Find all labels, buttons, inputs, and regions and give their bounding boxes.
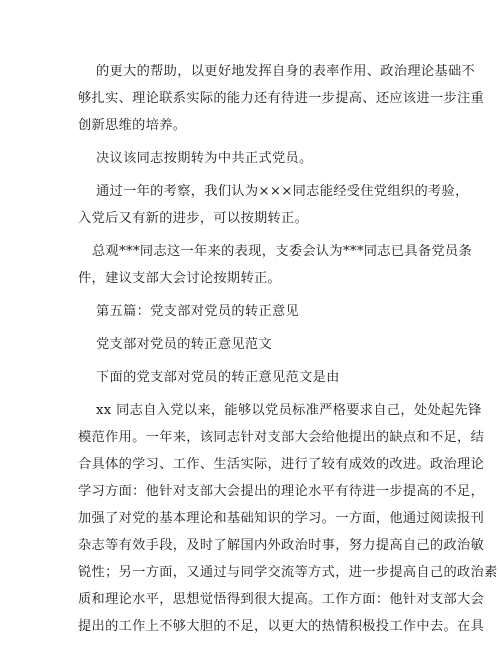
text-line: 总观***同志这一年来的表现，支委会认为***同志已具备党员条 (92, 244, 473, 259)
text-line: 的更大的帮助，以更好地发挥自身的表率作用、政治理论基础不 (96, 64, 476, 79)
text-line: 入党后又有新的进步，可以按期转正。 (78, 211, 309, 226)
text-line: xx 同志自入党以来，能够以党员标准严格要求自己，处处起先锋 (96, 403, 482, 418)
text-line: 杂志等有效手段，及时了解国内外政治时事，努力提高自己的政治敏 (78, 538, 485, 553)
text-line: 够扎实、理论联系实际的能力还有待进一步提高、还应该进一步注重 (78, 91, 485, 106)
heading-text: 第五篇：党支部对党员的转正意见 (96, 304, 300, 319)
title-text: 党支部对党员的转正意见范文 (96, 337, 272, 352)
text-line: 下面的党支部对党员的转正意见范文是由 (96, 370, 340, 385)
text-line: 质和理论水平，思想觉悟得到很大提高。工作方面：他针对支部大会 (78, 592, 485, 607)
text-line: 件，建议支部大会讨论按期转正。 (78, 271, 282, 286)
text-line: 提出的工作上不够大胆的不足，以更大的热情积极投工作中去。在具 (78, 619, 485, 634)
text-line: 决议该同志按期转为中共正式党员。 (96, 151, 313, 166)
text-line: 学习方面：他针对支部大会提出的理论水平有待进一步提高的不足， (78, 484, 485, 499)
text-line: 通过一年的考察，我们认为×××同志能经受住党组织的考验， (96, 184, 469, 199)
text-line: 创新思维的培养。 (78, 118, 187, 133)
text-line: 加强了对党的基本理论和基础知识的学习。一方面，他通过阅读报刊 (78, 511, 485, 526)
text-line: 合具体的学习、工作、生活实际，进行了较有成效的改进。政治理论 (78, 457, 485, 472)
text-line: 模范作用。一年来，该同志针对支部大会给他提出的缺点和不足，结 (78, 430, 485, 445)
text-line: 锐性；另一方面，又通过与同学交流等方式，进一步提高自己的政治素 (78, 565, 498, 580)
